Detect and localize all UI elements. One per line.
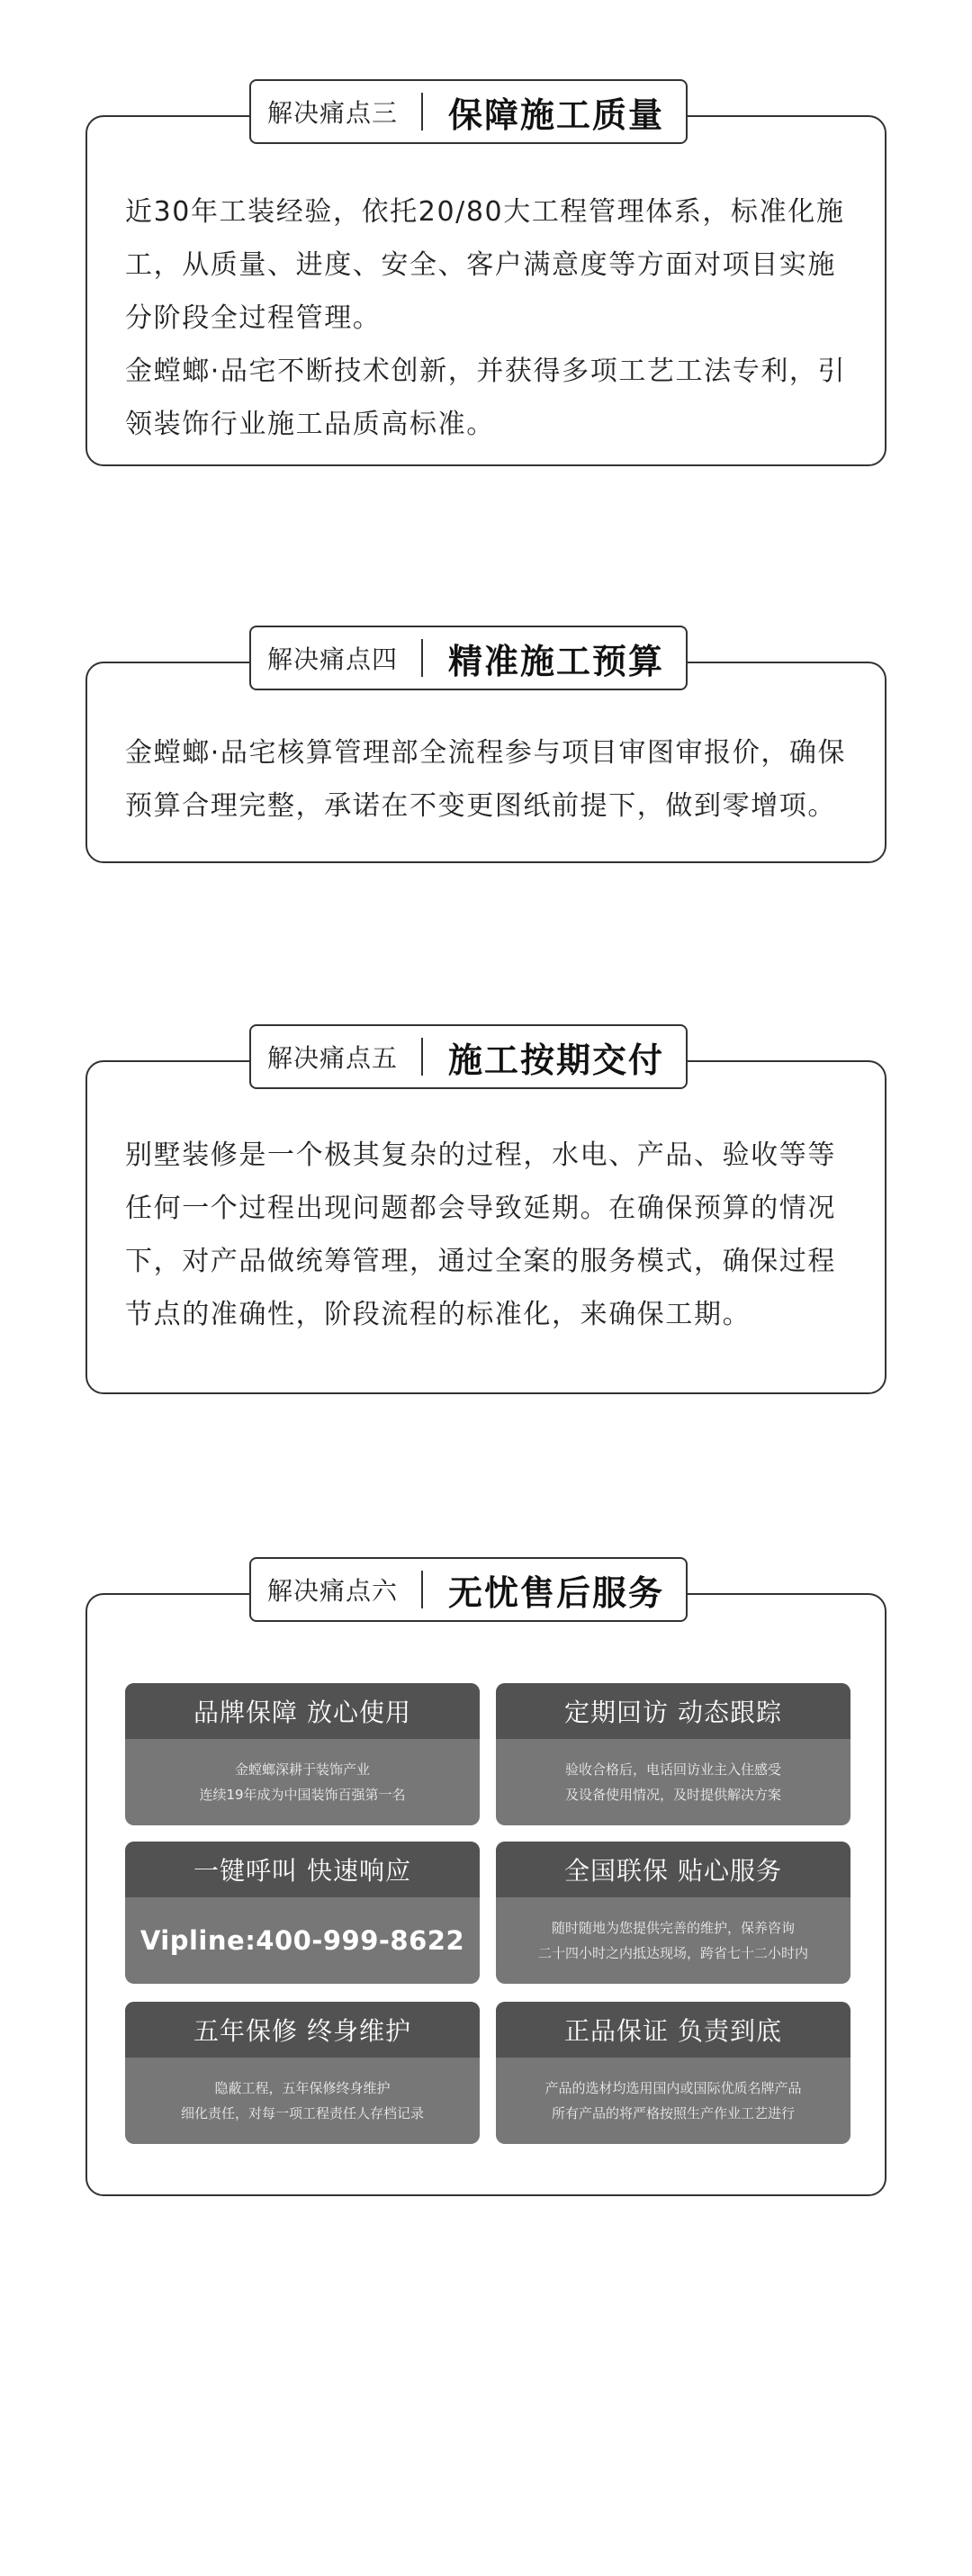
service-title: 正品保证 负责到底 bbox=[496, 2002, 850, 2058]
label-divider bbox=[421, 1571, 423, 1608]
service-line: 隐蔽工程，五年保修终身维护 bbox=[214, 2080, 391, 2096]
paragraph: 近30年工装经验，依托20/80大工程管理体系，标准化施工，从质量、进度、安全、客户满意度等方面对项目实施分阶段全过程管理。 bbox=[125, 196, 845, 334]
service-line: 二十四小时之内抵达现场，跨省七十二小时内 bbox=[537, 1945, 808, 1961]
label-divider bbox=[421, 639, 423, 677]
paragraph: 金螳螂·品宅不断技术创新，并获得多项工艺工法专利，引领装饰行业施工品质高标准。 bbox=[125, 356, 847, 440]
service-title: 定期回访 动态跟踪 bbox=[496, 1683, 850, 1739]
section-card-after-sales bbox=[86, 1572, 886, 2196]
section-tag: 解决痛点三 bbox=[267, 98, 399, 128]
service-line: 随时随地为您提供完善的维护，保养咨询 bbox=[551, 1920, 795, 1936]
section-body bbox=[125, 726, 852, 833]
section-card-quality bbox=[86, 95, 886, 466]
section-title: 精准施工预算 bbox=[448, 641, 665, 681]
section-card-delivery bbox=[86, 1040, 886, 1394]
service-title: 一键呼叫 快速响应 bbox=[125, 1842, 480, 1897]
service-line: 细化责任，对每一项工程责任人存档记录 bbox=[180, 2105, 424, 2121]
section-label bbox=[249, 79, 688, 144]
paragraph: 金螳螂·品宅核算管理部全流程参与项目审图审报价，确保预算合理完整，承诺在不变更图纸前提下，做到零增项。 bbox=[125, 737, 847, 822]
section-body bbox=[125, 1129, 852, 1341]
service-line: 产品的选材均选用国内或国际优质名牌产品 bbox=[544, 2080, 802, 2096]
section-title: 保障施工质量 bbox=[448, 95, 665, 135]
service-line: 所有产品的将严格按照生产作业工艺进行 bbox=[551, 2105, 795, 2121]
section-label bbox=[249, 626, 688, 690]
service-desc bbox=[125, 2058, 480, 2144]
service-desc bbox=[496, 1897, 850, 1984]
service-card-warranty-network bbox=[496, 1842, 850, 1984]
service-desc bbox=[496, 1739, 850, 1825]
label-divider bbox=[421, 1038, 423, 1076]
service-card-follow-up bbox=[496, 1683, 850, 1825]
section-tag: 解决痛点五 bbox=[267, 1043, 399, 1073]
section-tag: 解决痛点四 bbox=[267, 644, 399, 674]
section-body bbox=[125, 185, 852, 451]
section-title: 无忧售后服务 bbox=[448, 1572, 665, 1613]
section-title: 施工按期交付 bbox=[448, 1040, 665, 1080]
service-card-hotline bbox=[125, 1842, 480, 1984]
service-line: 及设备使用情况，及时提供解决方案 bbox=[564, 1787, 781, 1803]
section-tag: 解决痛点六 bbox=[267, 1576, 399, 1606]
service-title: 品牌保障 放心使用 bbox=[125, 1683, 480, 1739]
section-label bbox=[249, 1024, 688, 1089]
service-desc bbox=[125, 1897, 480, 1984]
service-desc bbox=[125, 1739, 480, 1825]
hotline-number[interactable]: Vipline:400-999-8622 bbox=[140, 1925, 465, 1956]
service-line: 金螳螂深耕于装饰产业 bbox=[234, 1761, 370, 1778]
service-card-brand bbox=[125, 1683, 480, 1825]
service-title: 五年保修 终身维护 bbox=[125, 2002, 480, 2058]
service-card-genuine bbox=[496, 2002, 850, 2144]
service-line: 连续19年成为中国装饰百强第一名 bbox=[199, 1787, 406, 1803]
service-desc bbox=[496, 2058, 850, 2144]
service-card-five-year bbox=[125, 2002, 480, 2144]
service-line: 验收合格后，电话回访业主入住感受 bbox=[564, 1761, 781, 1778]
section-label bbox=[249, 1557, 688, 1622]
label-divider bbox=[421, 93, 423, 131]
section-card-budget bbox=[86, 641, 886, 863]
service-title: 全国联保 贴心服务 bbox=[496, 1842, 850, 1897]
paragraph: 别墅装修是一个极其复杂的过程，水电、产品、验收等等任何一个过程出现问题都会导致延期。在确保预算的情况下，对产品做统筹管理，通过全案的服务模式，确保过程节点的准确性，阶段流程的标准化，来确保工期。 bbox=[125, 1139, 836, 1330]
